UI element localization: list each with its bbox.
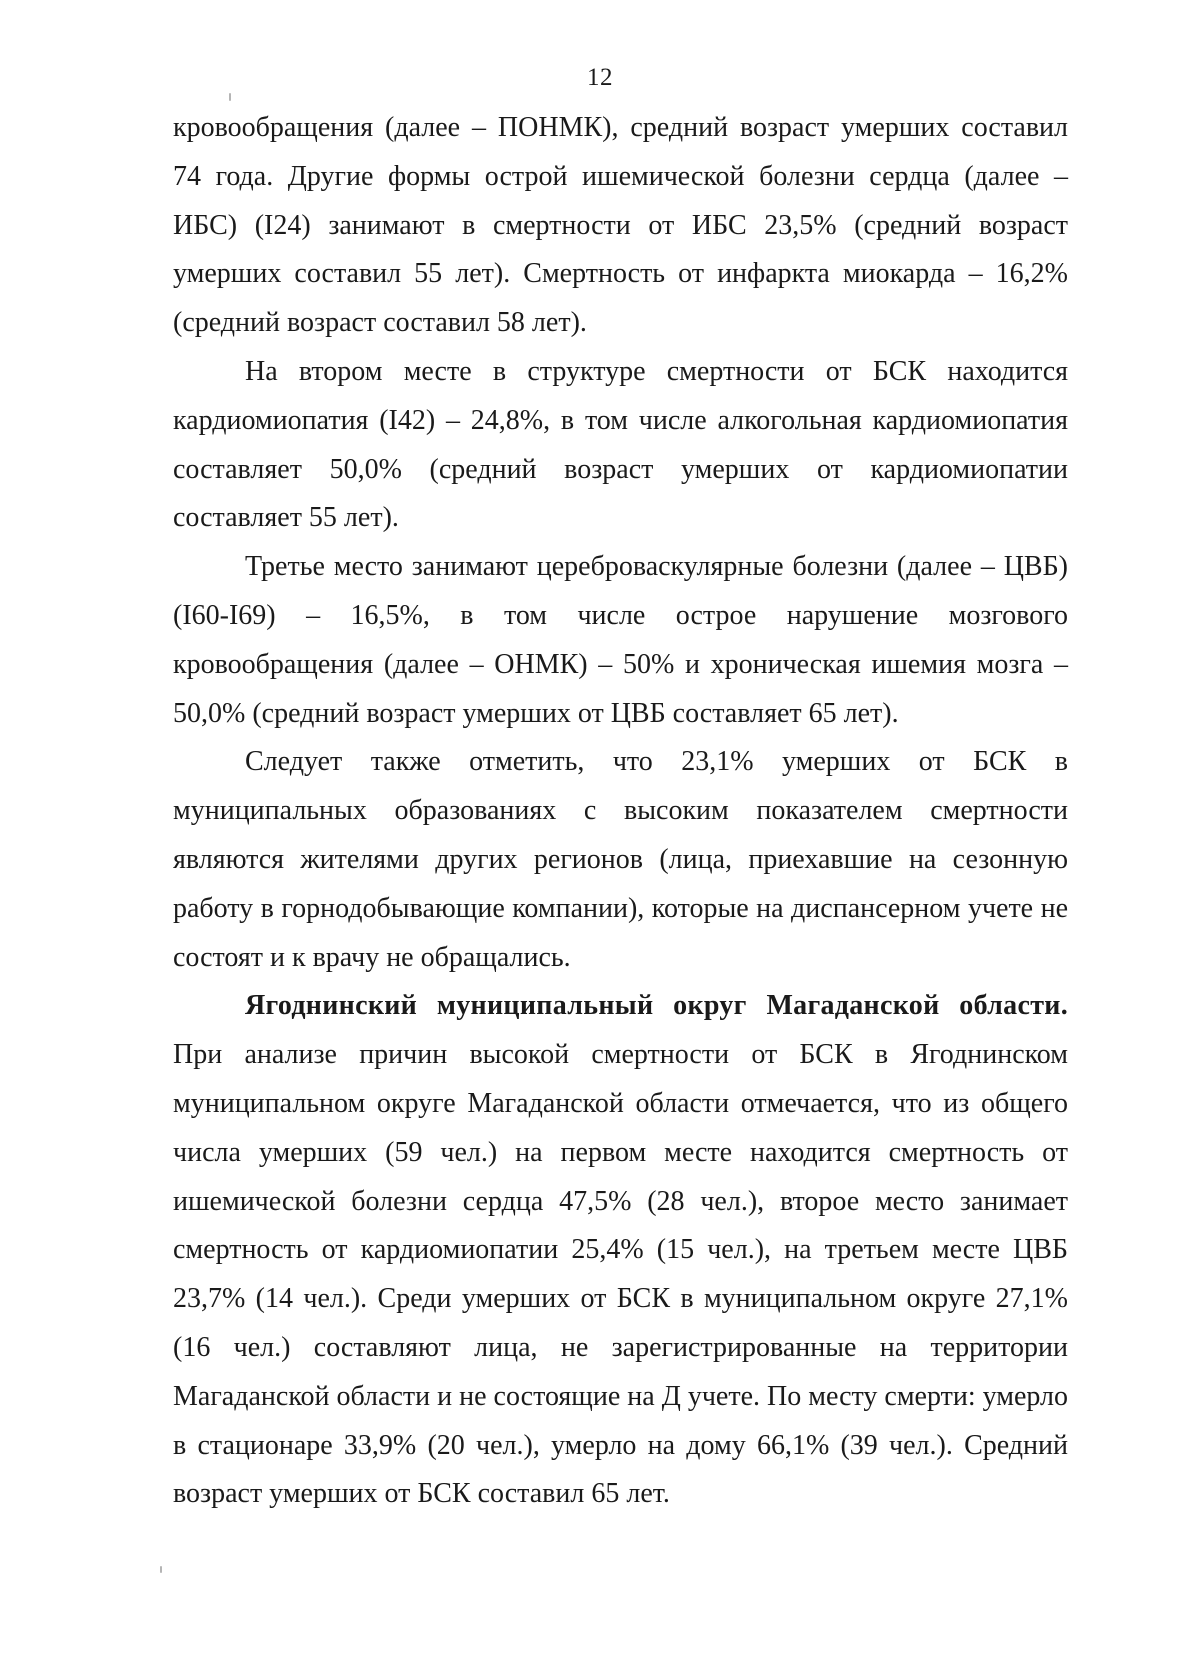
section-body: При анализе причин высокой смертности от БСК в Ягоднинском муниципальном округе Магаданской области отмечается, что из общего числа умерших (59 чел.) на первом месте находится смертность от ишемической болезни сердца 47,5% (28 чел.), второе место занимает смертность от кардиомиопатии 25,4% (15 чел.), на третьем месте ЦВБ 23,7% (14 чел.). Среди умерших от БСК в муниципальном округе 27,1% (16 чел.) составляют лица, не зарегистрированные на территории Магаданской области и не состоящие на Д учете. По месту смерти: умерло в стационаре 33,9% (20 чел.), умерло на дому 66,1% (39 чел.). Средний возраст умерших от БСК составил 65 лет. — [173, 1039, 1068, 1510]
scan-artifact-mark — [229, 93, 231, 101]
paragraph-cerebrovascular: Третье место занимают цереброваскулярные болезни (далее – ЦВБ) (I60-I69) – 16,5%, в том числе острое нарушение мозгового кровообращения (далее – ОНМК) – 50% и хроническая ишемия мозга – 50,0% (средний возраст умерших от ЦВБ составляет 65 лет). — [173, 551, 1068, 729]
document-body — [173, 104, 1068, 1519]
section-yagodninsky — [173, 982, 1068, 1519]
paragraph-cardiomyopathy: На втором месте в структуре смертности от БСК находится кардиомиопатия (I42) – 24,8%, в том числе алкогольная кардиомиопатия составляет 50,0% (средний возраст умерших от кардиомиопатии составляет 55 лет). — [173, 355, 1068, 534]
section-heading: Ягоднинский муниципальный округ Магаданской области. — [245, 990, 1068, 1022]
page-number: 12 — [587, 64, 613, 91]
scan-artifact-mark — [160, 1566, 162, 1573]
paragraph-ponmk-ibs: кровообращения (далее – ПОНМК), средний возраст умерших составил 74 года. Другие формы острой ишемической болезни сердца (далее – ИБС) (I24) занимают в смертности от ИБС 23,5% (средний возраст умерших составил 55 лет). Смертность от инфаркта миокарда – 16,2% (средний возраст составил 58 лет). — [173, 112, 1068, 339]
paragraph-other-regions: Следует также отметить, что 23,1% умерших от БСК в муниципальных образованиях с высоким показателем смертности являются жителями других регионов (лица, приехавшие на сезонную работу в горнодобывающие компании), которые на диспансерном учете не состоят и к врачу не обращались. — [173, 746, 1068, 973]
